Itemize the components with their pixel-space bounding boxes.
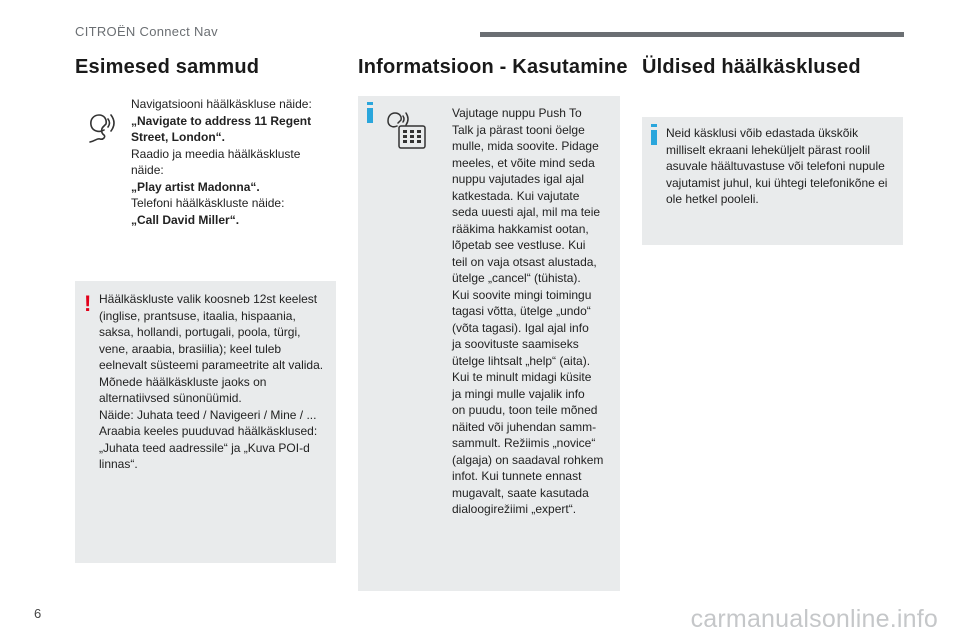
warning-line: linnas“. (99, 457, 138, 471)
section-title-info-usage: Informatsioon - Kasutamine (358, 56, 628, 78)
example-line: „Play artist Madonna“. (131, 179, 260, 194)
example-line: Street, London“. (131, 130, 225, 144)
general-line: ole hetkel pooleli. (666, 192, 759, 206)
example-line: Navigatsiooni häälkäskluse näide: (131, 97, 312, 111)
warning-line: eelnevalt süsteemi parameetrite alt valida. (99, 358, 324, 372)
usage-line: ja soovituste saamiseks (452, 337, 579, 351)
usage-line: rääkima hakkamist ootan, (452, 221, 589, 236)
usage-line: (võta tagasi). Igal ajal info (452, 320, 589, 335)
voice-keypad-icon (385, 108, 429, 155)
warning-line: saksa, hollandi, portugali, poola, türgi, (99, 325, 301, 339)
voice-command-icon (82, 106, 118, 151)
usage-line: sammult. Režiimis „novice“ (452, 436, 596, 450)
usage-line: katkestada. Kui vajutate (452, 188, 580, 203)
warning-box (75, 281, 336, 563)
usage-line: (algaja) on saadaval rohkem (452, 452, 604, 467)
info-icon (366, 102, 376, 130)
header-divider-bar (480, 32, 904, 37)
general-line: vajutamist juhul, kui ühtegi telefonikõne ei (666, 175, 888, 190)
usage-text (452, 105, 617, 518)
warning-line: alternatiivsed sünonüümid. (99, 391, 242, 405)
watermark: carmanualsonline.info (690, 605, 938, 633)
example-line: Raadio ja meedia häälkäskluste (131, 146, 301, 161)
general-line: Neid käsklusi võib edastada ükskõik (666, 126, 859, 140)
usage-line: tagasi võtta, ütelge „undo“ (452, 304, 591, 318)
warning-line: vene, araabia, brasiilia); keel tuleb (99, 341, 282, 356)
warning-line: (inglise, prantsuse, itaalia, hispaania, (99, 308, 296, 323)
usage-line: meeles, et võite mind seda (452, 155, 595, 170)
section-title-general-commands: Üldised häälkäsklused (642, 56, 861, 78)
warning-line: Araabia keeles puuduvad häälkäsklused: (99, 424, 318, 438)
info-box-general (642, 117, 903, 245)
example-line: näide: (131, 163, 164, 177)
header-title: CITROËN Connect Nav (75, 24, 218, 39)
usage-line: on puudu, toon teile mõned (452, 403, 598, 417)
warning-text (99, 291, 333, 473)
warning-line: Näide: Juhata teed / Navigeeri / Mine / ... (99, 407, 317, 422)
usage-line: ütelge lihtsalt „help“ (aita). (452, 353, 591, 368)
warning-line: Mõnede häälkäskluste jaoks on (99, 374, 267, 389)
usage-line: mugavalt, saate kasutada (452, 485, 589, 500)
usage-line: Kui soovite mingi toimingu (452, 287, 592, 302)
usage-line: Kui te minult midagi küsite (452, 370, 592, 384)
page-number: 6 (34, 606, 42, 621)
warning-line: Häälkäskluste valik koosneb 12st keelest (99, 292, 318, 306)
usage-line: näited või juhendan samm- (452, 419, 597, 434)
command-examples (131, 96, 336, 228)
usage-line: nuppu vajutades igal ajal (452, 172, 585, 186)
usage-line: mulle, mida soovite. Pidage (452, 139, 599, 153)
usage-line: ja mingi mulle vajalik info (452, 386, 585, 401)
info-icon (650, 124, 660, 152)
general-line: milliselt ekraani leheküljelt pärast roolil (666, 142, 871, 157)
usage-line: lõpetab see vestluse. Kui (452, 238, 586, 252)
example-line: „Call David Miller“. (131, 212, 240, 227)
section-title-first-steps: Esimesed sammud (75, 56, 260, 78)
warning-line: „Juhata teed aadressile“ ja „Kuva POI-d (99, 440, 310, 455)
usage-line: ütelge „cancel“ (tühista). (452, 271, 581, 285)
usage-line: Vajutage nuppu Push To (452, 106, 582, 120)
usage-line: teil on vaja otsast alustada, (452, 254, 597, 269)
info-box-usage (358, 96, 620, 591)
example-line: „Navigate to address 11 Regent (131, 113, 312, 128)
usage-line: seda uuesti ajal, mil ma teie (452, 205, 601, 219)
general-line: asuvale häältuvastuse või telefoni nupule (666, 159, 885, 173)
usage-line: Talk ja pärast tooni öelge (452, 122, 585, 137)
example-line: Telefoni häälkäskluste näide: (131, 196, 285, 210)
usage-line: dialoogirežiimi „expert“. (452, 502, 577, 516)
general-text (666, 125, 900, 208)
warning-exclamation-icon: ! (84, 291, 92, 316)
usage-line: infot. Kui tunnete ennast (452, 469, 582, 483)
